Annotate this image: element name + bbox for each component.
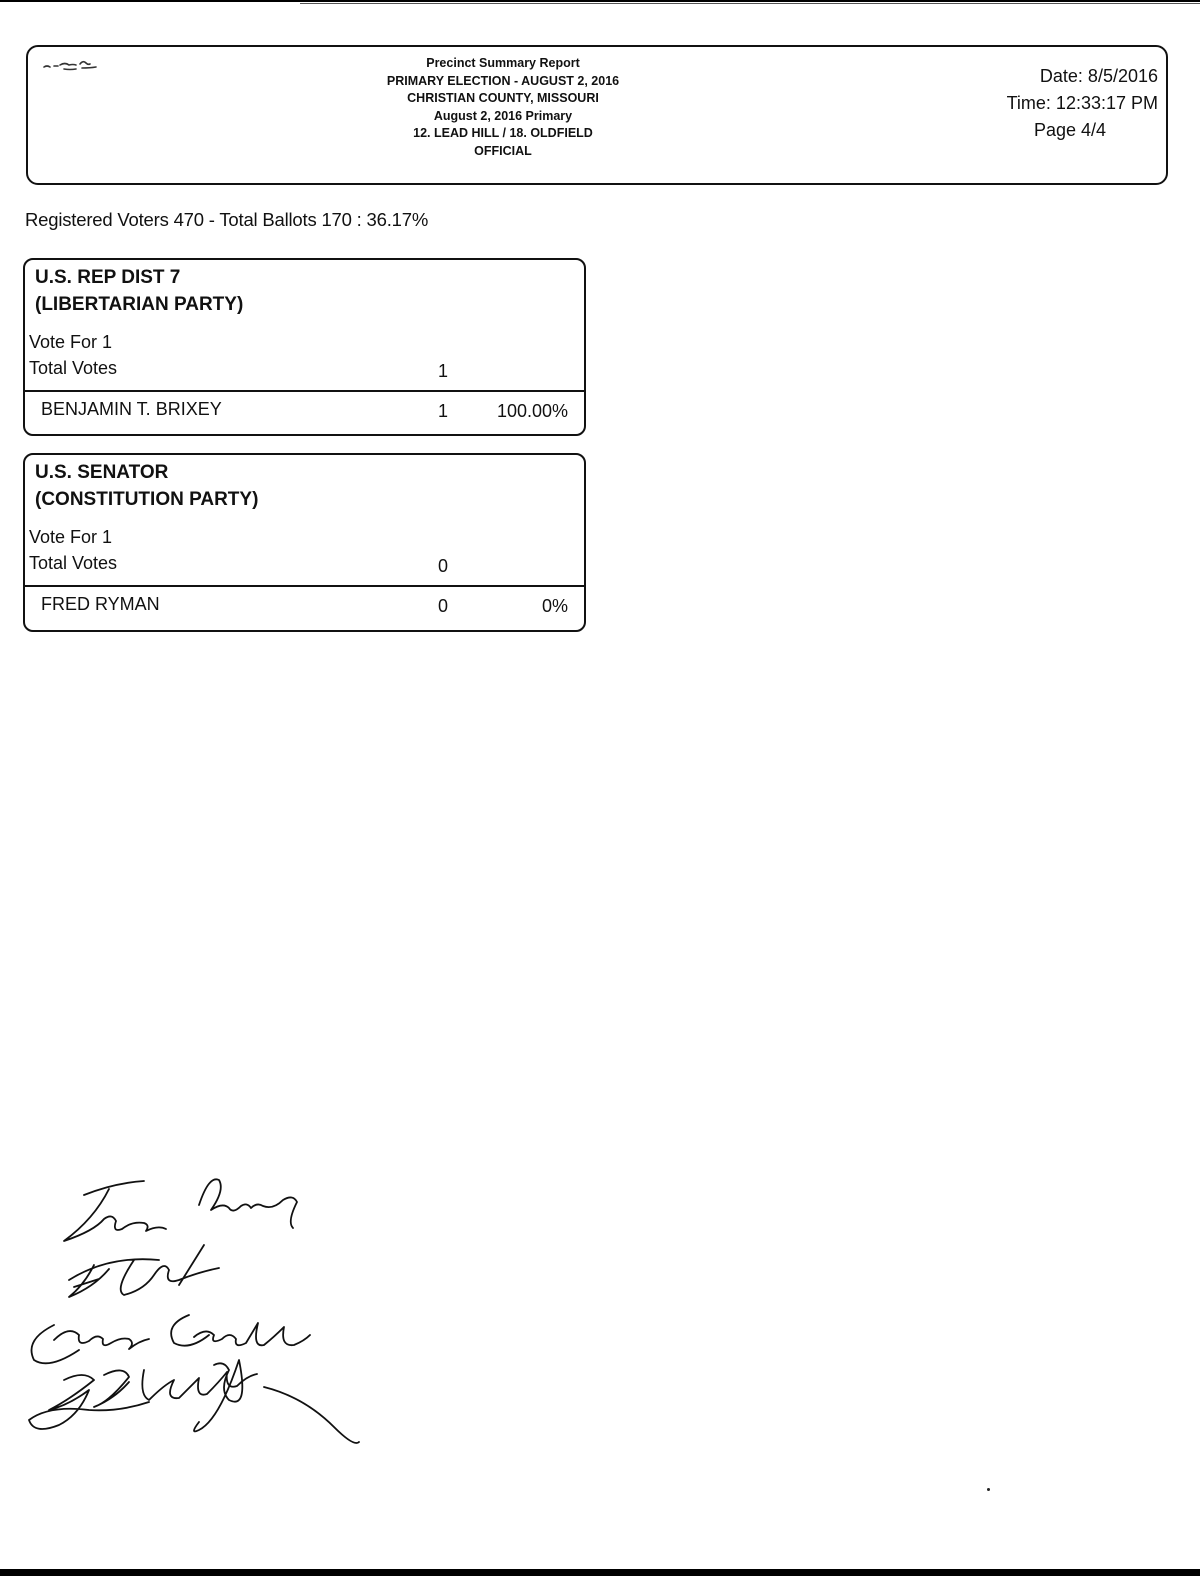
contest-us-rep-dist-7 xyxy=(23,258,586,436)
vote-for-label: Vote For 1 xyxy=(29,332,113,352)
contest-party: (CONSTITUTION PARTY) xyxy=(35,489,259,510)
candidate-name: FRED RYMAN xyxy=(41,594,160,614)
election-date: August 2, 2016 Primary xyxy=(433,108,573,123)
report-time: Time: 12:33:17 PM xyxy=(1006,93,1158,113)
scan-edge-top-light xyxy=(300,3,1200,4)
registered-voters-summary: Registered Voters 470 - Total Ballots 170 : 36.17% xyxy=(25,209,429,230)
page-number: Page 4/4 xyxy=(1033,120,1106,140)
candidate-votes: 1 xyxy=(438,401,449,421)
vote-for-label: Vote For 1 xyxy=(29,527,113,547)
contest-divider xyxy=(25,585,584,587)
contest-title xyxy=(35,264,243,318)
candidate-name: BENJAMIN T. BRIXEY xyxy=(41,399,222,419)
contest-divider xyxy=(25,390,584,392)
contest-office: U.S. REP DIST 7 xyxy=(35,267,181,288)
contest-office: U.S. SENATOR xyxy=(35,462,169,483)
report-meta xyxy=(1007,63,1158,144)
report-date: Date: 8/5/2016 xyxy=(1039,66,1158,86)
logo-mark-icon xyxy=(40,57,130,77)
contest-us-senator xyxy=(23,453,586,632)
precinct-name: 12. LEAD HILL / 18. OLDFIELD xyxy=(413,126,593,140)
candidate-percent: 0% xyxy=(541,596,568,616)
signatures-icon xyxy=(14,1165,374,1455)
candidate-votes: 0 xyxy=(438,596,449,616)
total-votes-label: Total Votes xyxy=(29,553,118,573)
report-title: Precinct Summary Report xyxy=(426,56,580,70)
scan-edge-bottom xyxy=(0,1569,1200,1576)
report-header xyxy=(26,45,1168,185)
contest-party: (LIBERTARIAN PARTY) xyxy=(35,294,244,315)
total-votes-value: 0 xyxy=(438,556,449,576)
report-title-block xyxy=(328,55,678,160)
scan-speck xyxy=(987,1488,990,1491)
contest-title xyxy=(35,459,258,513)
total-votes-value: 1 xyxy=(438,361,449,381)
official-status: OFFICIAL xyxy=(474,143,532,158)
candidate-percent: 100.00% xyxy=(496,401,568,421)
county-name: CHRISTIAN COUNTY, MISSOURI xyxy=(407,91,599,105)
total-votes-label: Total Votes xyxy=(29,358,118,378)
election-name: PRIMARY ELECTION - AUGUST 2, 2016 xyxy=(386,73,620,88)
scan-edge-top xyxy=(0,0,1200,2)
